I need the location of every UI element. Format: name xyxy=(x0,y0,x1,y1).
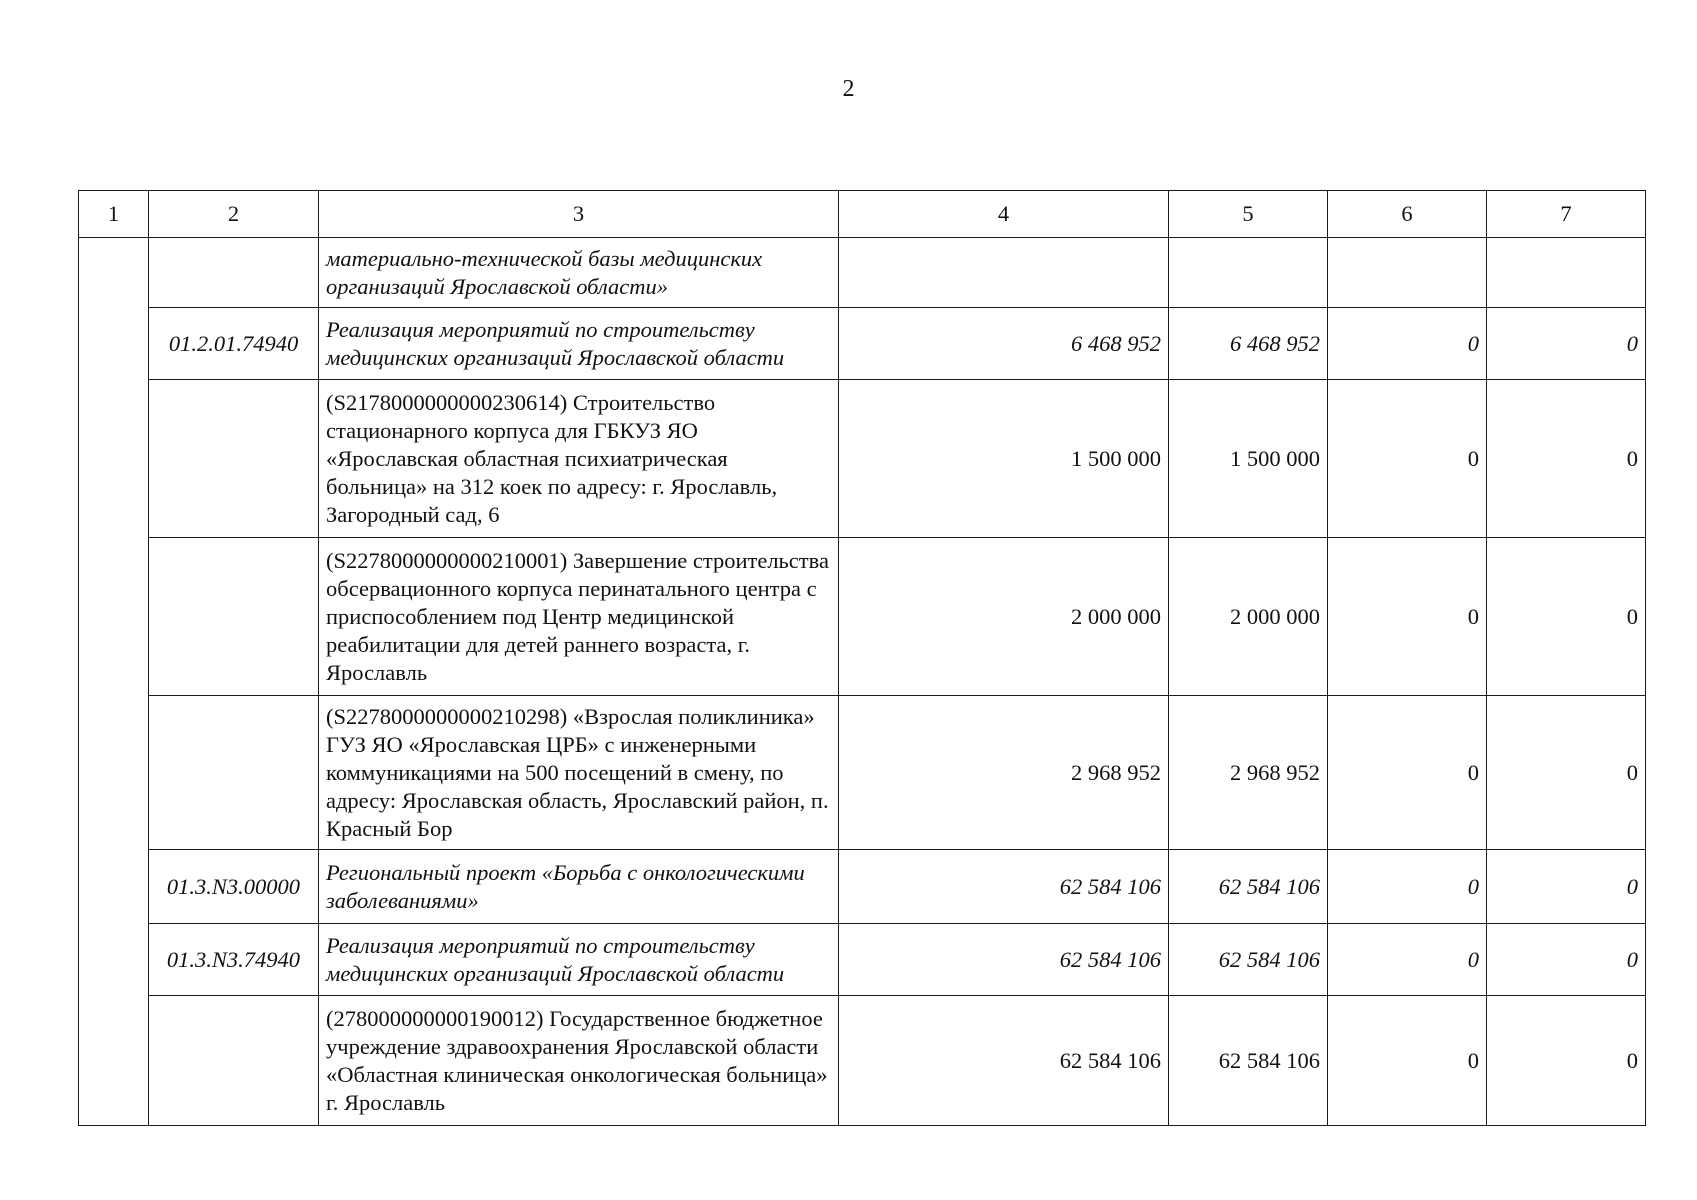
row-col4-cell: 2 968 952 xyxy=(839,696,1169,850)
row-col1-cell xyxy=(79,996,149,1126)
header-col-7: 7 xyxy=(1487,191,1646,238)
header-col-4: 4 xyxy=(839,191,1169,238)
row-description-cell: Реализация мероприятий по строительству медицинских организаций Ярославской области xyxy=(319,924,839,996)
row-col7-cell: 0 xyxy=(1487,696,1646,850)
row-description-cell: (S2278000000000210298) «Взрослая поликлиника» ГУЗ ЯО «Ярославская ЦРБ» с инженерными коммуникациями на 500 посещений в смену, по адресу: Ярославская область, Ярославский район, п. Красный Бор xyxy=(319,696,839,850)
row-col7-cell: 0 xyxy=(1487,380,1646,538)
row-col7-cell: 0 xyxy=(1487,538,1646,696)
page-number: 2 xyxy=(842,76,855,102)
row-col6-cell: 0 xyxy=(1328,380,1487,538)
row-col1-cell xyxy=(79,308,149,380)
row-col5-cell: 62 584 106 xyxy=(1169,850,1328,924)
table-row xyxy=(79,238,1646,308)
row-code-cell: 01.3.N3.00000 xyxy=(149,850,319,924)
row-description-cell: материально-технической базы медицинских организаций Ярославской области» xyxy=(319,238,839,308)
row-col5-cell: 2 968 952 xyxy=(1169,696,1328,850)
table-row xyxy=(79,850,1646,924)
row-col5-cell: 2 000 000 xyxy=(1169,538,1328,696)
row-col5-cell: 62 584 106 xyxy=(1169,996,1328,1126)
table-row xyxy=(79,538,1646,696)
row-col7-cell xyxy=(1487,238,1646,308)
row-col1-cell xyxy=(79,924,149,996)
row-code-cell xyxy=(149,696,319,850)
row-col6-cell: 0 xyxy=(1328,996,1487,1126)
row-description-cell: (S2278000000000210001) Завершение строительства обсервационного корпуса перинатального центра с приспособлением под Центр медицинской реабилитации для детей раннего возраста, г. Ярославль xyxy=(319,538,839,696)
row-col1-cell xyxy=(79,850,149,924)
row-code-cell xyxy=(149,380,319,538)
row-description-cell: (S2178000000000230614) Строительство стационарного корпуса для ГБКУЗ ЯО «Ярославская областная психиатрическая больница» на 312 коек по адресу: г. Ярославль, Загородный сад, 6 xyxy=(319,380,839,538)
row-col6-cell: 0 xyxy=(1328,308,1487,380)
table-row xyxy=(79,924,1646,996)
row-col5-cell: 6 468 952 xyxy=(1169,308,1328,380)
header-col-1: 1 xyxy=(79,191,149,238)
row-code-cell xyxy=(149,538,319,696)
row-col7-cell: 0 xyxy=(1487,924,1646,996)
row-code-cell: 01.3.N3.74940 xyxy=(149,924,319,996)
row-col7-cell: 0 xyxy=(1487,308,1646,380)
row-col6-cell xyxy=(1328,238,1487,308)
row-col6-cell: 0 xyxy=(1328,538,1487,696)
row-col5-cell: 62 584 106 xyxy=(1169,924,1328,996)
row-col4-cell: 6 468 952 xyxy=(839,308,1169,380)
row-col6-cell: 0 xyxy=(1328,850,1487,924)
header-row xyxy=(79,191,1646,238)
table-row xyxy=(79,996,1646,1126)
row-code-cell xyxy=(149,238,319,308)
row-col1-cell xyxy=(79,238,149,308)
row-col4-cell: 1 500 000 xyxy=(839,380,1169,538)
row-col7-cell: 0 xyxy=(1487,850,1646,924)
row-description-cell: Региональный проект «Борьба с онкологическими заболеваниями» xyxy=(319,850,839,924)
row-col4-cell xyxy=(839,238,1169,308)
table-row xyxy=(79,308,1646,380)
row-col5-cell xyxy=(1169,238,1328,308)
header-col-2: 2 xyxy=(149,191,319,238)
row-col4-cell: 62 584 106 xyxy=(839,924,1169,996)
row-col5-cell: 1 500 000 xyxy=(1169,380,1328,538)
row-col6-cell: 0 xyxy=(1328,696,1487,850)
row-col4-cell: 62 584 106 xyxy=(839,996,1169,1126)
row-col1-cell xyxy=(79,696,149,850)
header-col-5: 5 xyxy=(1169,191,1328,238)
header-col-3: 3 xyxy=(319,191,839,238)
row-col6-cell: 0 xyxy=(1328,924,1487,996)
row-code-cell: 01.2.01.74940 xyxy=(149,308,319,380)
row-col7-cell: 0 xyxy=(1487,996,1646,1126)
table-row xyxy=(79,696,1646,850)
table-row xyxy=(79,380,1646,538)
row-col4-cell: 2 000 000 xyxy=(839,538,1169,696)
row-col1-cell xyxy=(79,538,149,696)
row-col1-cell xyxy=(79,380,149,538)
header-col-6: 6 xyxy=(1328,191,1487,238)
row-code-cell xyxy=(149,996,319,1126)
row-description-cell: Реализация мероприятий по строительству медицинских организаций Ярославской области xyxy=(319,308,839,380)
row-description-cell: (278000000000190012) Государственное бюджетное учреждение здравоохранения Ярославской области «Областная клиническая онкологическая больница» г. Ярославль xyxy=(319,996,839,1126)
row-col4-cell: 62 584 106 xyxy=(839,850,1169,924)
budget-table xyxy=(78,190,1646,1126)
